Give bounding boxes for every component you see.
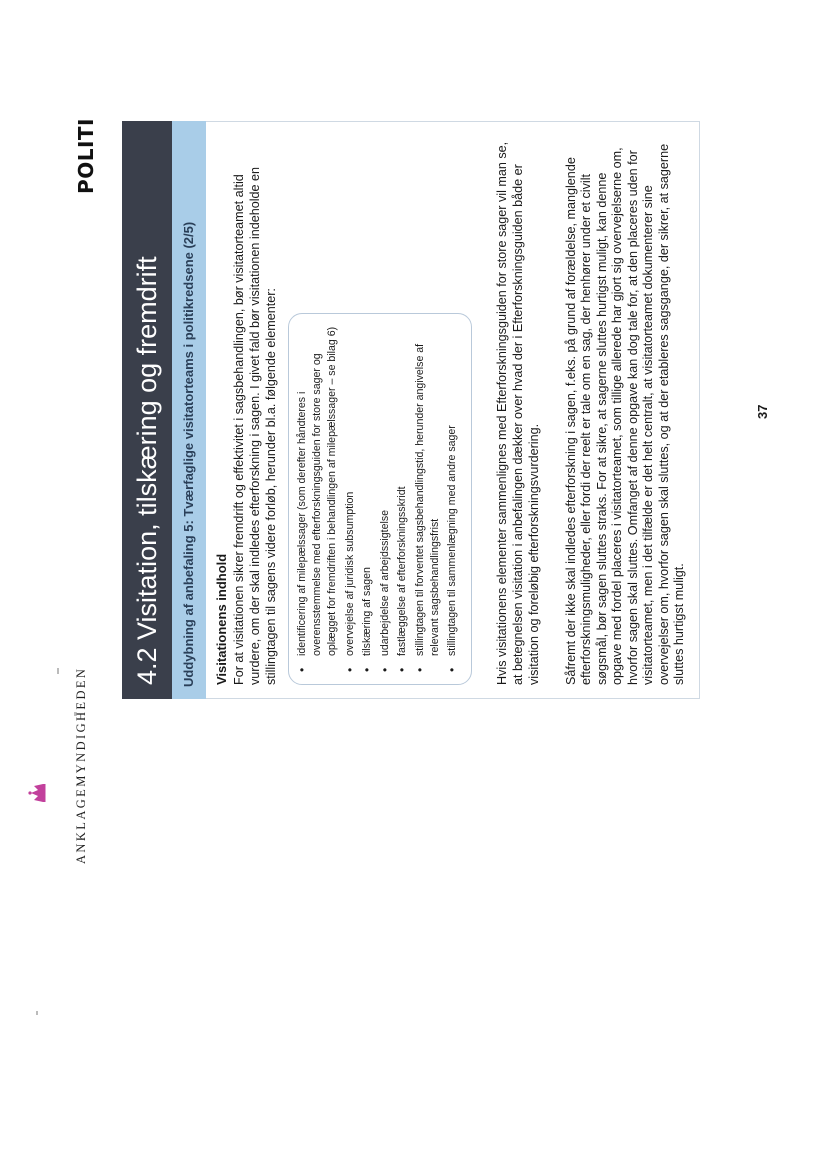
bullet-icon: • (395, 667, 409, 672)
section-heading: Visitationens indhold (214, 553, 229, 685)
intro-paragraph: For at visitationen sikrer fremdrift og effektivitet i sagsbehandlingen, bør visitatorteamet altid vurdere, om der skal indledes efterforskning i sagen. I givet fald bør visitationen indeholde en stillingtagen til sagens videre forløb, herunder bl.a. følgende elementer: (232, 166, 278, 685)
list-item (378, 324, 393, 676)
bullet-icon: • (342, 667, 357, 672)
comparison-paragraph: Hvis visitationens elementer sammenlignes med Efterforskningsguiden for store sager vil man se, at betegnelsen visitation i anbefalingen dækker over hvad der i Efterforskningsguiden både er visitation og foreløbig efterforskningsvurdering. (494, 141, 541, 685)
list-item-text: stillingtagen til forventet sagsbehandlingstid, herunder angivelse af relevant sagsbehandlingsfrist (413, 343, 441, 656)
list-item-text: tilskæring af sagen (361, 567, 373, 656)
bullet-icon: • (412, 667, 427, 672)
list-item (395, 324, 410, 676)
page-number: 37 (755, 404, 770, 419)
bullet-icon: • (295, 667, 309, 672)
elements-list (295, 324, 460, 676)
brand-name: ANKLAGEMYNDIGHEDEN (74, 666, 88, 864)
closing-paragraph: Såfremt der ikke skal indledes efterforskning i sagen, f.eks. på grund af forældelse, manglende efterforskningsmuligheder, eller fordi der reelt er tale om en sag, der henhører under et civilt søgsmål, bør sagen sluttes straks. For at sikre, at sagerne sluttes hurtigst muligt, kan denne opgave med fordel placeres i visitatorteamet, som tillige allerede har gjort sig overvejelserne om, hvorfor sagen skal sluttes. Omfanget af denne opgave kan dog tale for, at den placeres uden for visitatorteamet, men i det tilfælde er det helt centralt, at visitatorteamet dokumenterer sine overvejelser om, hvorfor sagen skal sluttes, og at der etableres sagsgange, der sikrer, at sagerne sluttes hurtigst muligt. (563, 143, 686, 685)
elements-box (288, 313, 472, 685)
anklagemyndigheden-logo (28, 564, 88, 864)
list-item-text: overvejelse af juridisk subsumption (343, 491, 356, 656)
list-item-text: fastlæggelse af efterforskningsskridt (396, 486, 408, 656)
list-item (445, 324, 460, 676)
bullet-icon: • (445, 667, 459, 672)
list-item (343, 324, 358, 676)
bullet-icon: • (377, 667, 392, 672)
politi-logo: POLITI (74, 118, 98, 194)
list-item-text: identificering af milepælssager (som derefter håndteres i overensstemmelse med efterforskningsguiden for store sager og oplægget for fremdriften i behandlingen af milepælssager – se bilag 6) (296, 326, 338, 656)
list-item-text: stillingtagen til sammenlægning med andre sager (446, 425, 458, 656)
page-subtitle: Uddybning af anbefaling 5: Tværfaglige visitatorteams i politikredsene (2/5) (172, 121, 206, 699)
crown-icon (28, 782, 46, 804)
slide-content (214, 129, 688, 685)
page-title: 4.2 Visitation, tilskæring og fremdrift (122, 121, 172, 699)
list-item (295, 324, 340, 676)
list-item (413, 324, 443, 676)
bullet-icon: • (360, 667, 374, 672)
list-item-text: udarbejdelse af arbejdssigtelse (378, 509, 391, 656)
list-item (360, 324, 375, 676)
